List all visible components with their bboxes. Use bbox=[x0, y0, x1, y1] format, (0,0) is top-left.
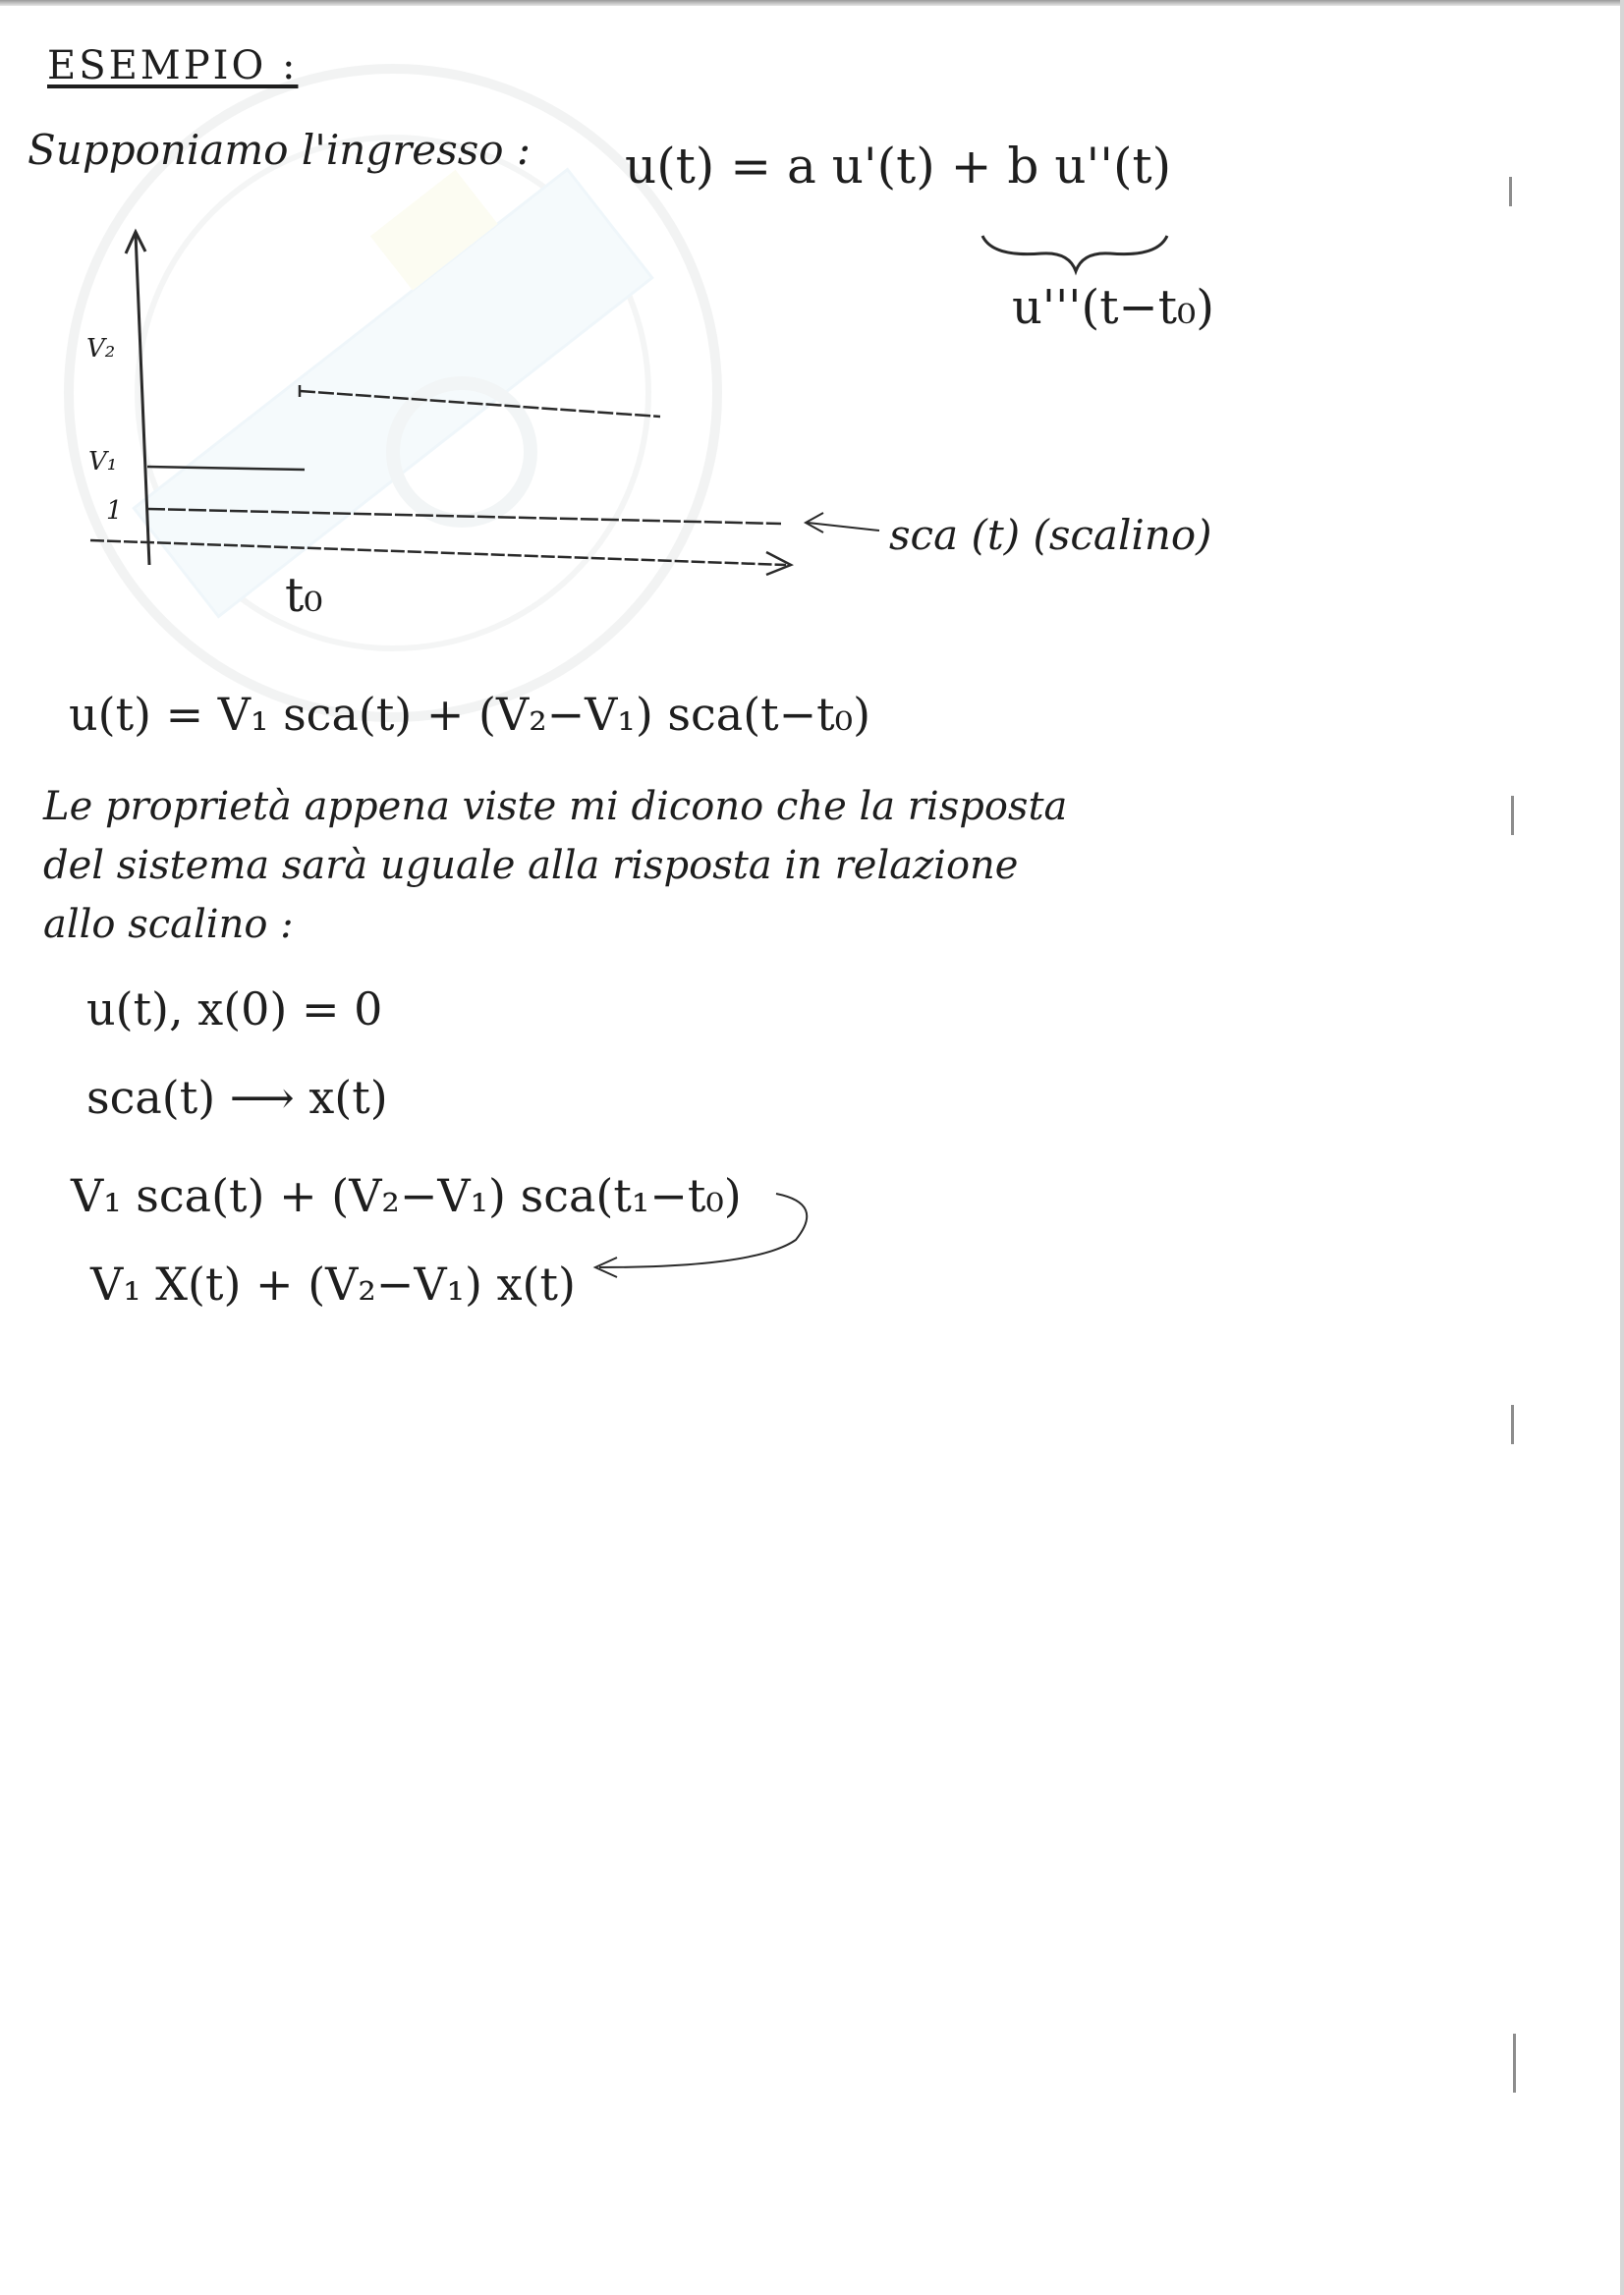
scan-right-edge bbox=[1620, 0, 1624, 2295]
math-line-2: sca(t) ⟶ x(t) bbox=[86, 1071, 388, 1124]
x-axis-arrowhead bbox=[766, 552, 791, 575]
axis-label-t0: t₀ bbox=[285, 568, 323, 623]
step-label-arrowhead bbox=[806, 513, 823, 532]
paragraph-line-3: allo scalino : bbox=[43, 902, 294, 947]
paragraph-line-1: Le proprietà appena viste mi dicono che la risposta bbox=[43, 784, 1068, 829]
margin-mark-2 bbox=[1511, 796, 1514, 835]
intro-line: Supponiamo l'ingresso : bbox=[28, 126, 532, 174]
axis-label-one: 1 bbox=[106, 496, 123, 526]
input-equation: u(t) = a u'(t) + b u''(t) bbox=[625, 138, 1172, 195]
page-title: ESEMPIO : bbox=[47, 43, 299, 88]
margin-mark-1 bbox=[1509, 177, 1512, 206]
brace-annotation: u'''(t−t₀) bbox=[1012, 280, 1214, 335]
scan-top-edge bbox=[0, 0, 1624, 6]
step-function-label: sca (t) (scalino) bbox=[889, 511, 1212, 559]
step-label-arrow bbox=[808, 523, 879, 531]
math-line-3: V₁ sca(t) + (V₂−V₁) sca(t₁−t₀) bbox=[71, 1169, 742, 1222]
decomposition-equation: u(t) = V₁ sca(t) + (V₂−V₁) sca(t−t₀) bbox=[69, 688, 871, 741]
paragraph-line-2: del sistema sarà uguale alla risposta in relazione bbox=[43, 843, 1019, 888]
axis-label-v2: V₂ bbox=[86, 334, 116, 364]
axis-label-v1: V₁ bbox=[88, 447, 118, 476]
margin-mark-3 bbox=[1511, 1405, 1514, 1444]
math-line-1: u(t), x(0) = 0 bbox=[86, 982, 383, 1036]
curly-brace bbox=[982, 236, 1167, 271]
margin-mark-4 bbox=[1513, 2034, 1516, 2093]
math-line-4: V₁ X(t) + (V₂−V₁) x(t) bbox=[90, 1258, 576, 1311]
curved-link-arrowhead bbox=[595, 1258, 617, 1277]
